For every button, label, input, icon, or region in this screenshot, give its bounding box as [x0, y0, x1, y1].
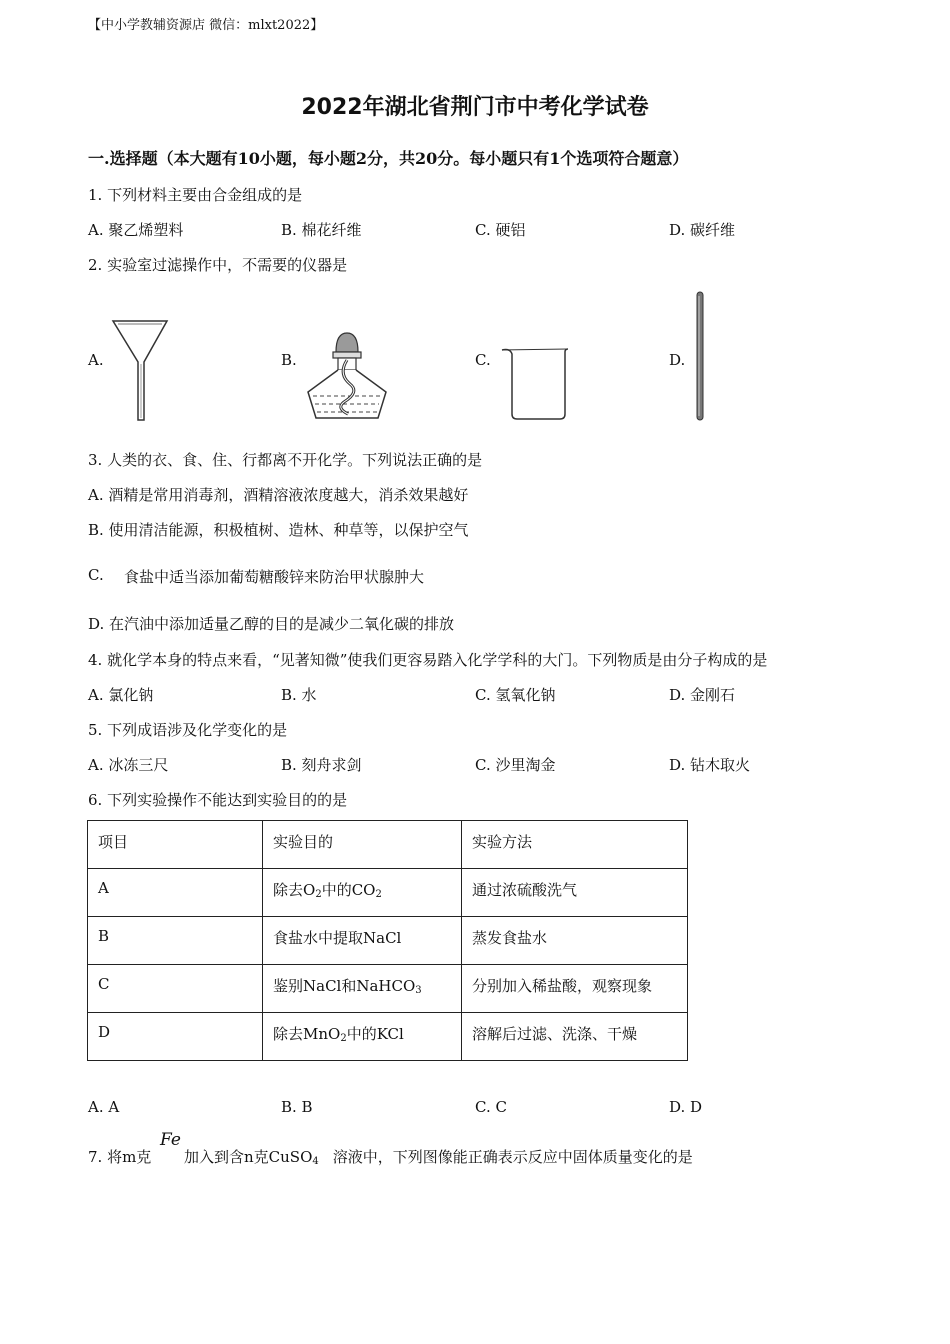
row-method: 蒸发食盐水 — [462, 917, 688, 965]
header-note: 【中小学教辅资源店 微信：mlxt2022】 — [88, 18, 324, 33]
q3-option-d: D. 在汽油中添加适量乙醇的目的是减少二氧化碳的排放 — [88, 615, 455, 633]
table-row — [88, 917, 688, 965]
table-header-row — [88, 821, 688, 869]
q3-option-b: B. 使用清洁能源，积极植树、造林、种草等，以保护空气 — [88, 521, 469, 539]
q3-option-a: A. 酒精是常用消毒剂，酒精溶液浓度越大，消杀效果越好 — [88, 486, 469, 504]
q3-option-c: 食盐中适当添加葡萄糖酸锌来防治甲状腺肿大 — [124, 568, 425, 586]
q6-option-a: A. A — [88, 1098, 120, 1116]
table-header-method: 实验方法 — [462, 821, 688, 869]
q6-option-b: B. B — [281, 1098, 313, 1116]
question-4-stem: 4. 就化学本身的特点来看，“见著知微”使我们更容易踏入化学学科的大门。下列物质是由分子构成的是 — [88, 651, 768, 669]
q1-option-b: B. 棉花纤维 — [281, 221, 362, 239]
q1-option-c: C. 硬铝 — [475, 221, 526, 239]
row-goal: 除去$O_2$中的$CO_2$ — [263, 869, 462, 917]
q3-option-c-label: C. — [88, 566, 104, 584]
experiment-table — [87, 820, 688, 1061]
q4-option-d: D. 金刚石 — [669, 686, 736, 704]
question-2-stem: 2. 实验室过滤操作中，不需要的仪器是 — [88, 256, 348, 274]
q1-option-a: A. 聚乙烯塑料 — [88, 221, 184, 239]
row-goal: 除去MnO$_2$中的KCl — [263, 1013, 462, 1061]
row-method: 通过浓硫酸洗气 — [462, 869, 688, 917]
q6-option-d: D. D — [669, 1098, 703, 1116]
question-1-stem: 1. 下列材料主要由合金组成的是 — [88, 186, 303, 204]
q2-option-a: A. — [88, 351, 104, 369]
row-goal: 食盐水中提取NaCl — [263, 917, 462, 965]
q2-option-b: B. — [281, 351, 297, 369]
row-item: B — [88, 917, 263, 965]
question-7-stem-pre: 7. 将m克 — [88, 1148, 152, 1166]
section-heading: 一.选择题（本大题有10小题，每小题2分，共20分。每小题只有1个选项符合题意） — [88, 149, 689, 168]
glass-rod-icon — [694, 290, 706, 422]
q2-option-d: D. — [669, 351, 686, 369]
q4-option-b: B. 水 — [281, 686, 317, 704]
question-5-stem: 5. 下列成语涉及化学变化的是 — [88, 721, 288, 739]
iron-symbol: Fe — [160, 1130, 181, 1150]
q5-option-b: B. 刻舟求剑 — [281, 756, 362, 774]
beaker-icon — [498, 346, 572, 422]
alcohol-lamp-icon — [300, 330, 394, 422]
funnel-icon — [110, 318, 172, 424]
q4-option-c: C. 氢氧化钠 — [475, 686, 556, 704]
question-6-stem: 6. 下列实验操作不能达到实验目的的是 — [88, 791, 348, 809]
page-title: 2022年湖北省荆门市中考化学试卷 — [301, 95, 649, 120]
table-header-goal: 实验目的 — [263, 821, 462, 869]
q5-option-c: C. 沙里淘金 — [475, 756, 556, 774]
q1-option-d: D. 碳纤维 — [669, 221, 736, 239]
q4-option-a: A. 氯化钠 — [88, 686, 154, 704]
row-item: D — [88, 1013, 263, 1061]
table-row — [88, 1013, 688, 1061]
table-row — [88, 965, 688, 1013]
question-7-stem: 加入到含n克CuSO$_4$ 溶液中，下列图像能正确表示反应中固体质量变化的是 — [184, 1148, 693, 1167]
row-item: A — [88, 869, 263, 917]
q5-option-a: A. 冰冻三尺 — [88, 756, 169, 774]
row-item: C — [88, 965, 263, 1013]
question-3-stem: 3. 人类的衣、食、住、行都离不开化学。下列说法正确的是 — [88, 451, 483, 469]
table-row — [88, 869, 688, 917]
table-header-item: 项目 — [88, 821, 263, 869]
row-method: 分别加入稀盐酸，观察现象 — [462, 965, 688, 1013]
q2-option-c: C. — [475, 351, 491, 369]
row-method: 溶解后过滤、洗涤、干燥 — [462, 1013, 688, 1061]
q6-option-c: C. C — [475, 1098, 507, 1116]
row-goal: 鉴别NaCl和NaHCO$_3$ — [263, 965, 462, 1013]
q5-option-d: D. 钻木取火 — [669, 756, 751, 774]
